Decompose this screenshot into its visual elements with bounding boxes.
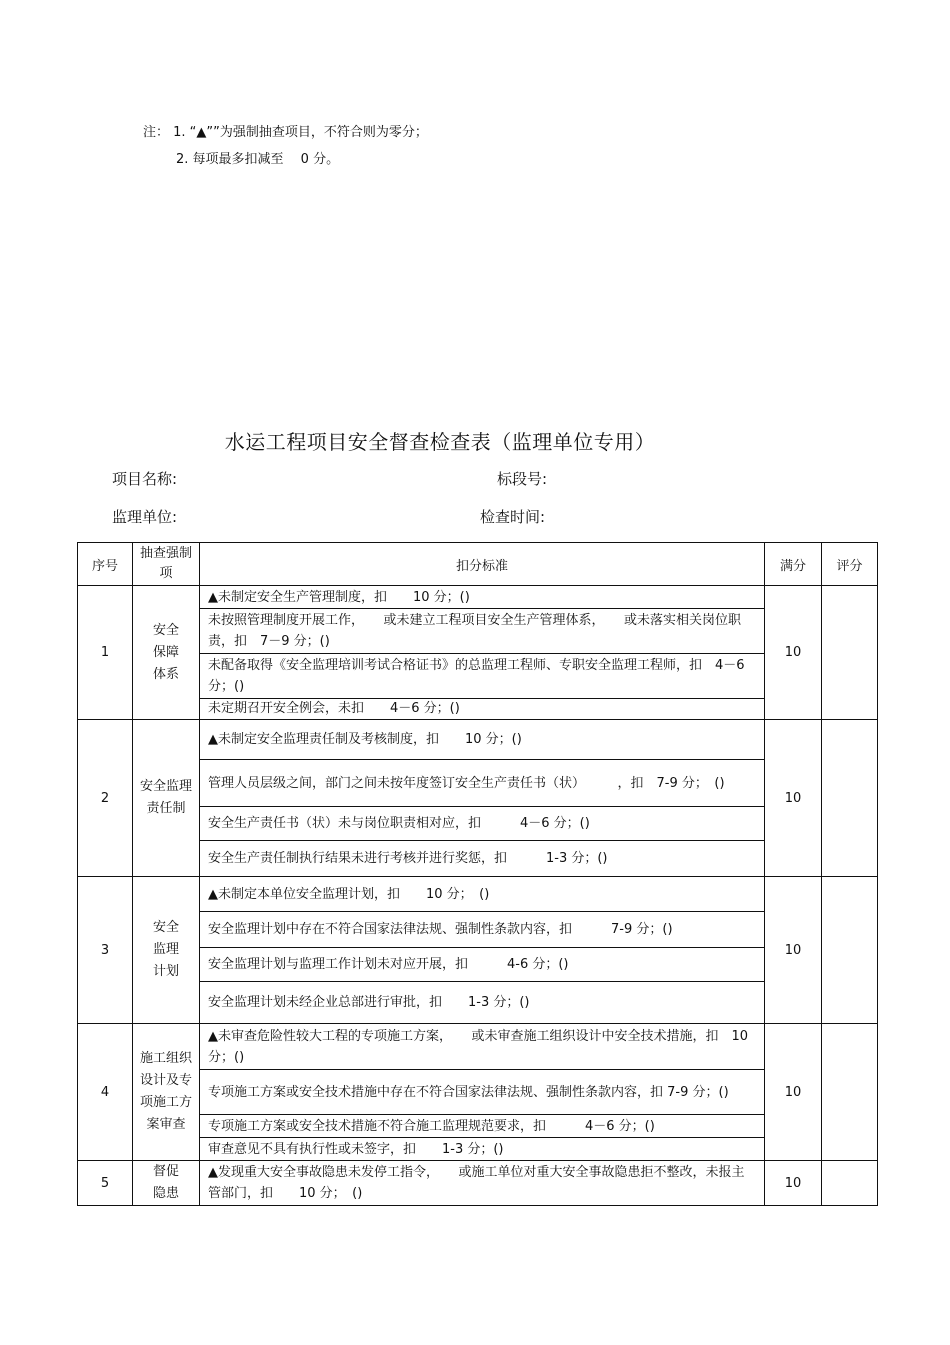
inspection-table <box>77 542 878 1206</box>
check-time-label: 检查时间: <box>480 508 546 526</box>
row-item: 安全监理责任制 <box>133 720 200 877</box>
criteria-line: 专项施工方案或安全技术措施中存在不符合国家法律法规、强制性条款内容，扣 7-9 分；() <box>200 1069 764 1114</box>
row-score[interactable] <box>822 877 878 1024</box>
table-row <box>78 720 878 877</box>
criteria-line: 未按照管理制度开展工作， 或未建立工程项目安全生产管理体系， 或未落实相关岗位职责，扣 7－9 分；() <box>200 608 764 653</box>
criteria-line: 审查意见不具有执行性或未签字，扣 1-3 分；() <box>200 1137 764 1160</box>
project-name-label: 项目名称: <box>112 470 178 488</box>
criteria-line: ▲未制定安全监理责任制及考核制度，扣 10 分；() <box>208 732 522 747</box>
criteria-line: 未定期召开安全例会，未扣 4－6 分；() <box>200 698 764 719</box>
row-criteria <box>200 1161 765 1206</box>
row-score[interactable] <box>822 1161 878 1206</box>
row-score[interactable] <box>822 720 878 877</box>
header-full: 满分 <box>765 543 822 586</box>
header-item: 抽查强制项 <box>133 543 200 586</box>
criteria-line: ▲未审查危险性较大工程的专项施工方案， 或未审查施工组织设计中安全技术措施，扣 10 分；() <box>208 1028 749 1065</box>
header-criteria: 扣分标准 <box>200 543 765 586</box>
criteria-line: 管理人员层级之间，部门之间未按年度签订安全生产责任书（状） ，扣 7-9 分； () <box>200 759 764 806</box>
page-title: 水运工程项目安全督查检查表（监理单位专用） <box>224 430 656 454</box>
row-no: 2 <box>78 720 133 877</box>
row-criteria <box>200 586 765 720</box>
row-criteria <box>200 877 765 1024</box>
note-line-2: 2. 每项最多扣减至 0 分。 <box>176 152 340 167</box>
row-criteria <box>200 1024 765 1161</box>
supervision-unit-label: 监理单位: <box>112 508 178 526</box>
criteria-line: 未配备取得《安全监理培训考试合格证书》的总监理工程师、专职安全监理工程师，扣 4－6 分；() <box>200 653 764 698</box>
criteria-line: 安全生产责任制执行结果未进行考核并进行奖惩，扣 1-3 分；() <box>200 840 764 876</box>
row-full-score: 10 <box>765 720 822 877</box>
row-full-score: 10 <box>765 1024 822 1161</box>
row-score[interactable] <box>822 586 878 720</box>
criteria-line: 安全监理计划未经企业总部进行审批，扣 1-3 分；() <box>200 981 764 1023</box>
criteria-line: 安全监理计划中存在不符合国家法律法规、强制性条款内容，扣 7-9 分；() <box>200 911 764 947</box>
row-item: 施工组织设计及专项施工方案审查 <box>133 1024 200 1161</box>
header-score: 评分 <box>822 543 878 586</box>
row-item: 安全监理计划 <box>133 877 200 1024</box>
criteria-line: ▲未制定本单位安全监理计划，扣 10 分； () <box>208 886 490 902</box>
table-header <box>78 543 878 586</box>
table-row <box>78 1024 878 1161</box>
criteria-line: 安全生产责任书（状）未与岗位职责相对应，扣 4－6 分；() <box>200 806 764 840</box>
row-no: 1 <box>78 586 133 720</box>
row-no: 4 <box>78 1024 133 1161</box>
row-item: 督促隐患 <box>133 1161 200 1206</box>
row-score[interactable] <box>822 1024 878 1161</box>
row-item: 安全保障体系 <box>133 586 200 720</box>
row-no: 3 <box>78 877 133 1024</box>
criteria-line: 专项施工方案或安全技术措施不符合施工监理规范要求，扣 4－6 分；() <box>200 1114 764 1137</box>
row-criteria <box>200 720 765 877</box>
header-no: 序号 <box>78 543 133 586</box>
notes <box>143 119 428 173</box>
criteria-line: ▲发现重大安全事故隐患未发停工指令， 或施工单位对重大安全事故隐患拒不整改，未报主管部门，扣 10 分； () <box>208 1165 745 1201</box>
criteria-line: 安全监理计划与监理工作计划未对应开展，扣 4-6 分；() <box>200 947 764 981</box>
note-line-1: 注： 1. “▲””为强制抽查项目，不符合则为零分； <box>143 125 428 140</box>
row-full-score: 10 <box>765 1161 822 1206</box>
row-full-score: 10 <box>765 586 822 720</box>
table-row <box>78 586 878 720</box>
section-no-label: 标段号: <box>497 470 548 488</box>
row-no: 5 <box>78 1161 133 1206</box>
table-row <box>78 877 878 1024</box>
table-row <box>78 1161 878 1206</box>
row-full-score: 10 <box>765 877 822 1024</box>
criteria-line: ▲未制定安全生产管理制度，扣 10 分；() <box>208 589 470 605</box>
